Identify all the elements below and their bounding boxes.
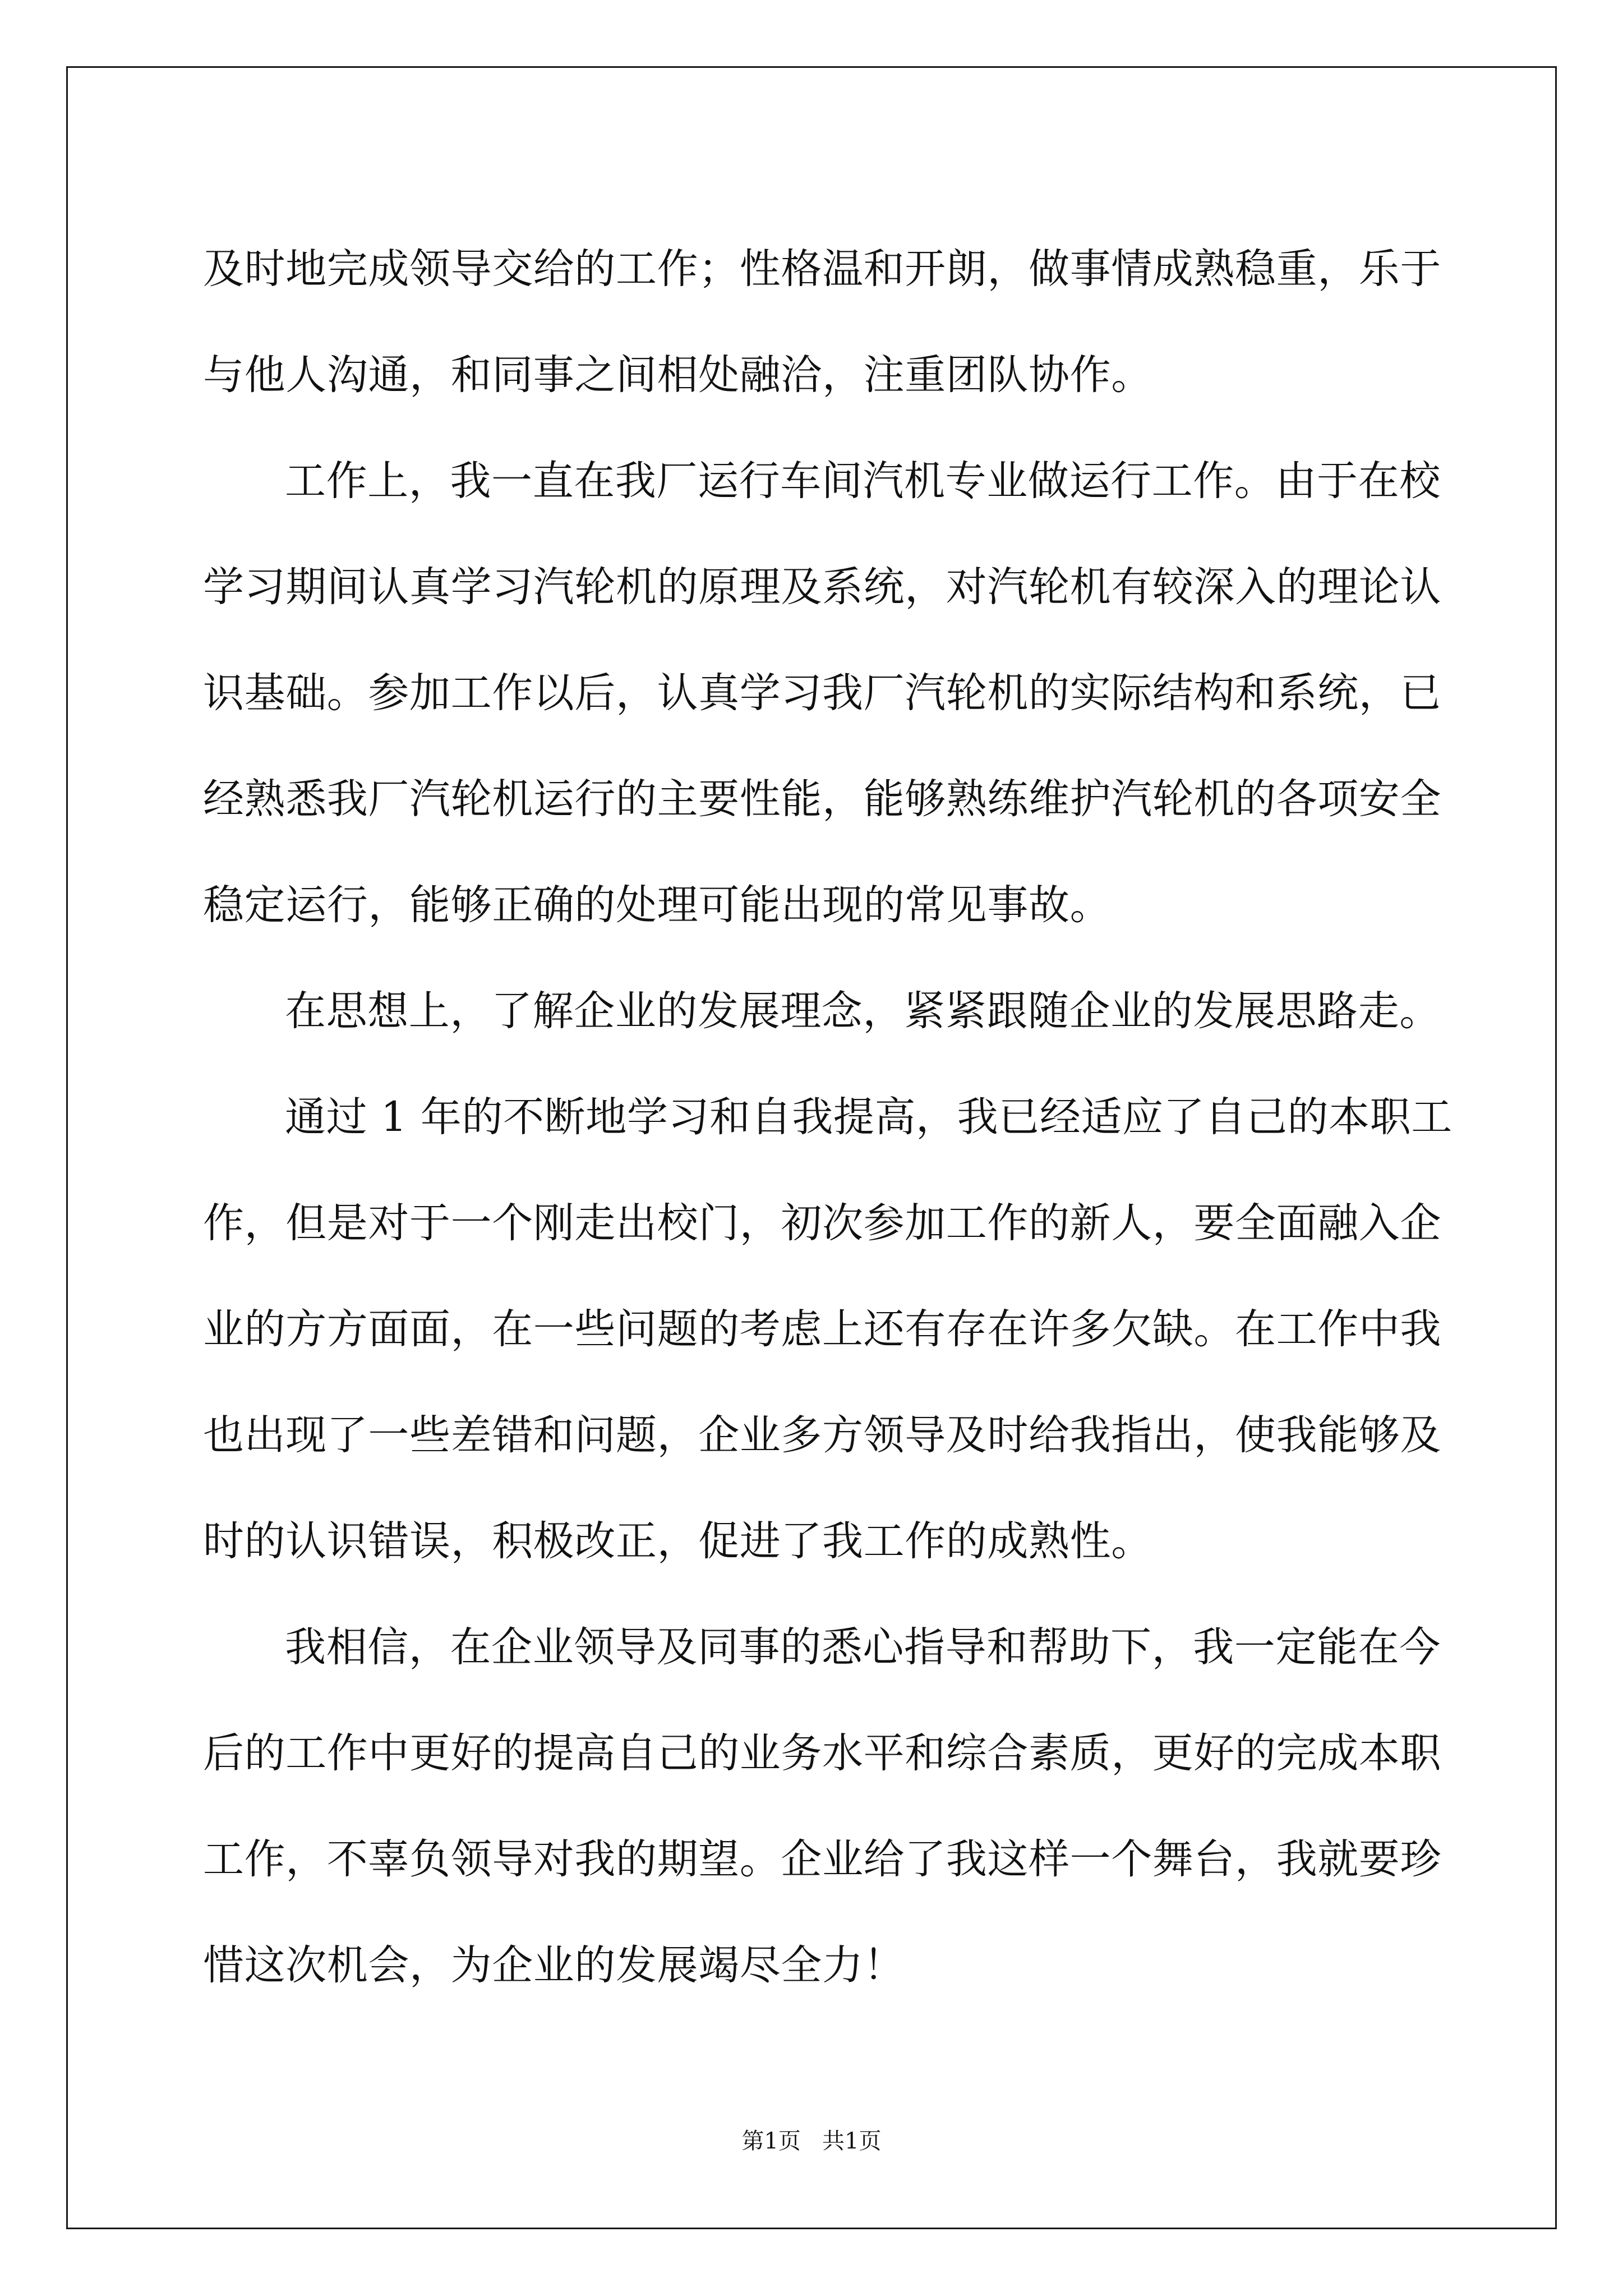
paragraph-4-line-3: 业的方方面面，在一些问题的考虑上还有存在许多欠缺。在工作中我 [203,1305,1441,1353]
page-footer: 第1页 共1页 [741,2128,882,2154]
paragraph-5-line-4: 惜这次机会，为企业的发展竭尽全力！ [203,1941,905,1989]
paragraph-1-line-2: 与他人沟通，和同事之间相处融洽，注重团队协作。 [203,351,1152,399]
paragraph-4-line-5: 时的认识错误，积极改正，促进了我工作的成熟性。 [203,1517,1152,1565]
paragraph-3-line-1: 在思想上，了解企业的发展理念，紧紧跟随企业的发展思路走。 [285,987,1441,1035]
paragraph-2-line-3: 识基础。参加工作以后，认真学习我厂汽轮机的实际结构和系统，已 [203,669,1441,717]
paragraph-5-line-1: 我相信，在企业领导及同事的悉心指导和帮助下，我一定能在今 [285,1623,1441,1671]
paragraph-2-line-1: 工作上，我一直在我厂运行车间汽机专业做运行工作。由于在校 [285,457,1441,505]
document-body [203,216,1453,2018]
paragraph-2-line-4: 经熟悉我厂汽轮机运行的主要性能，能够熟练维护汽轮机的各项安全 [203,775,1441,823]
paragraph-5-line-3: 工作，不辜负领导对我的期望。企业给了我这样一个舞台，我就要珍 [203,1835,1441,1883]
paragraph-1-line-1: 及时地完成领导交给的工作；性格温和开朗，做事情成熟稳重，乐于 [203,245,1441,293]
paragraph-2-line-2: 学习期间认真学习汽轮机的原理及系统，对汽轮机有较深入的理论认 [203,563,1441,611]
paragraph-2-line-5: 稳定运行，能够正确的处理可能出现的常见事故。 [203,881,1112,929]
paragraph-4-line-2: 作，但是对于一个刚走出校门，初次参加工作的新人，要全面融入企 [203,1199,1441,1247]
paragraph-4-line-1: 通过 1 年的不断地学习和自我提高，我已经适应了自己的本职工 [285,1093,1453,1141]
paragraph-4-line-4: 也出现了一些差错和问题，企业多方领导及时给我指出，使我能够及 [203,1411,1441,1459]
paragraph-5-line-2: 后的工作中更好的提高自己的业务水平和综合素质，更好的完成本职 [203,1729,1441,1777]
